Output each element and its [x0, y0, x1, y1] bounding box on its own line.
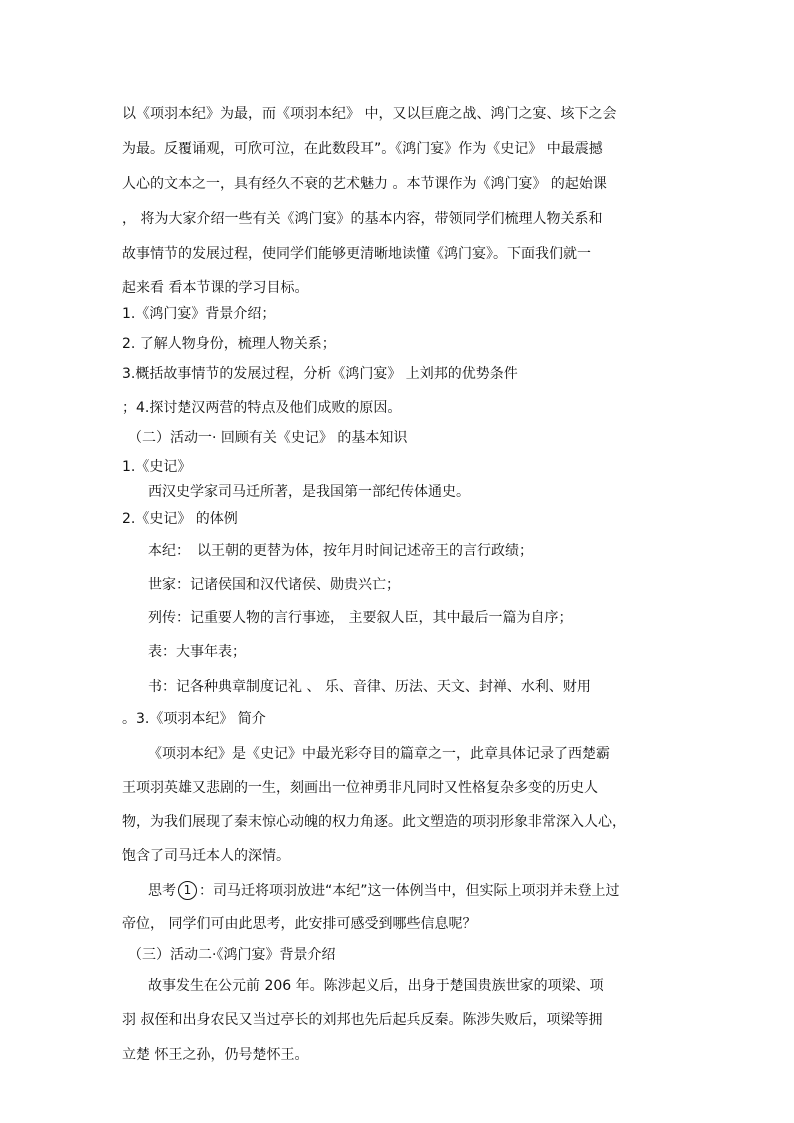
- text-line: 羽 叔侄和出身农民又当过亭长的刘邦也先后起兵反秦。陈涉失败后，项梁等拥: [122, 1012, 603, 1028]
- goal-item: 1.《鸿门宴》背景介绍；: [122, 306, 276, 322]
- text-line: 立楚 怀王之孙，仍号楚怀王。: [122, 1047, 309, 1063]
- section-heading: （三）活动二·《鸿门宴》背景介绍: [128, 947, 336, 963]
- think-label: 思考: [148, 883, 176, 899]
- text-line: ， 将为大家介绍一些有关《鸿门宴》的基本内容，带领同学们梳理人物关系和: [122, 211, 603, 227]
- style-item: 书：记各种典章制度记礼 、 乐、音律、历法、天文、封禅、水利、财用: [148, 679, 591, 695]
- text-line: 《项羽本纪》是《史记》中最光彩夺目的篇章之一，此章具体记录了西楚霸: [148, 746, 610, 762]
- section-heading: （二）活动一· 回顾有关《史记》 的基本知识: [128, 430, 408, 446]
- text-line: 为最。反覆诵观，可欣可泣，在此数段耳”。《鸿门宴》作为《史记》 中最震撼: [122, 141, 603, 157]
- goal-item: 3.概括故事情节的发展过程，分析《鸿门宴》 上刘邦的优势条件: [122, 366, 518, 382]
- think-question: [148, 881, 620, 901]
- subsection-heading: 1.《史记》: [122, 459, 192, 475]
- text-line: 以《项羽本纪》为最，而《项羽本纪》 中，又以巨鹿之战、鸿门之宴、垓下之会: [122, 106, 617, 122]
- subsection-heading: 2.《史记》 的体例: [122, 511, 238, 527]
- text-line: 人心的文本之一，具有经久不衰的艺术魅力 。本节课作为《鸿门宴》 的起始课: [122, 176, 607, 192]
- text-line: 物，为我们展现了秦末惊心动魄的权力角逐。此文塑造的项羽形象非常深入人心，: [122, 814, 626, 830]
- text-line: 故事情节的发展过程，使同学们能够更清晰地读懂《鸿门宴》。下面我们就一: [122, 246, 591, 262]
- subsection-heading: 。3.《项羽本纪》 简介: [122, 711, 266, 727]
- text-line: 王项羽英雄又悲剧的一生，刻画出一位神勇非凡同时又性格复杂多变的历史人: [122, 780, 598, 796]
- circled-number: 1: [178, 881, 197, 900]
- think-text: ：司马迁将项羽放进“本纪”这一体例当中，但实际上项羽并未登上过: [199, 883, 620, 899]
- think-question-continued: 帝位， 同学们可由此思考，此安排可感受到哪些信息呢？: [122, 916, 477, 932]
- style-item: 表：大事年表；: [148, 644, 246, 660]
- goal-item: ；4.探讨楚汉两营的特点及他们成败的原因。: [122, 400, 402, 416]
- text-line: 故事发生在公元前 206 年。陈涉起义后，出身于楚国贵族世家的项梁、项: [148, 978, 604, 994]
- shiji-description: 西汉史学家司马迁所著，是我国第一部纪传体通史。: [148, 484, 470, 500]
- style-item: 列传：记重要人物的言行事迹， 主要叙人臣，其中最后一篇为自序；: [148, 610, 573, 626]
- style-item: 本纪： 以王朝的更替为体，按年月时间记述帝王的言行政绩；: [148, 543, 533, 559]
- text-line: 起来看 看本节课的学习目标。: [122, 280, 309, 296]
- goal-item: 2. 了解人物身份，梳理人物关系；: [122, 336, 336, 352]
- text-line: 饱含了司马迁本人的深情。: [122, 848, 290, 864]
- style-item: 世家：记诸侯国和汉代诸侯、勋贵兴亡；: [148, 577, 400, 593]
